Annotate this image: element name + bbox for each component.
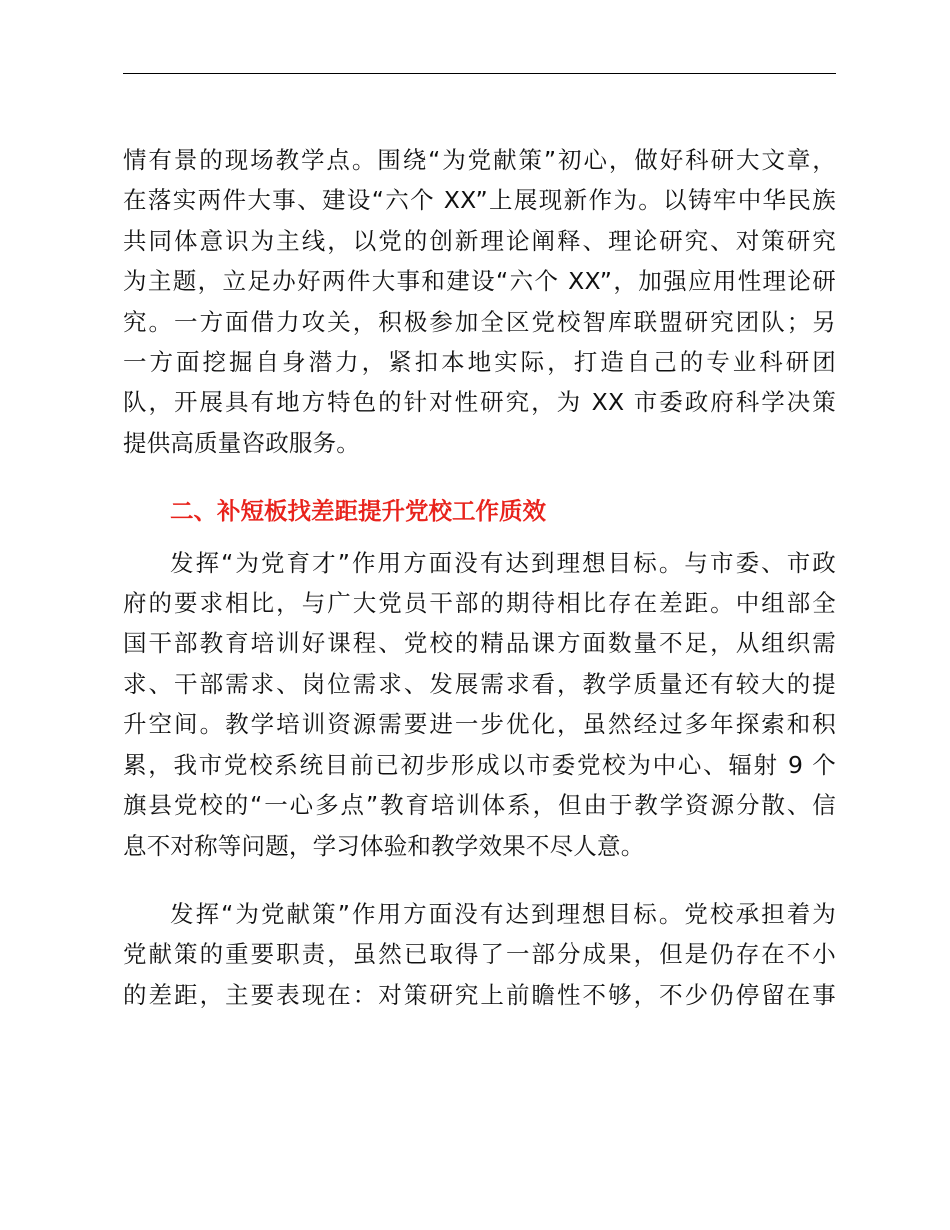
document-body (123, 140, 836, 1015)
paragraph-line: 共同体意识为主线，以党的创新理论阐释、理论研究、对策研究 (123, 226, 836, 255)
paragraph-line: 的差距，主要表现在：对策研究上前瞻性不够，不少仍停留在事 (123, 980, 836, 1009)
paragraph-line: 求、干部需求、岗位需求、发展需求看，教学质量还有较大的提 (123, 669, 836, 698)
paragraph-line: 为主题，立足办好两件大事和建设“六个 XX”，加强应用性理论研 (123, 267, 836, 296)
paragraph-line: 府的要求相比，与广大党员干部的期待相比存在差距。中组部全 (123, 589, 836, 618)
paragraph-2 (123, 543, 836, 866)
paragraph-3 (123, 894, 836, 1015)
paragraph-line: 旗县党校的“一心多点”教育培训体系，但由于教学资源分散、信 (123, 791, 836, 820)
paragraph-1 (123, 140, 836, 463)
paragraph-line: 发挥“为党育才”作用方面没有达到理想目标。与市委、市政 (170, 548, 836, 577)
paragraph-line: 党献策的重要职责，虽然已取得了一部分成果，但是仍存在不小 (123, 940, 836, 969)
paragraph-line: 发挥“为党献策”作用方面没有达到理想目标。党校承担着为 (170, 899, 836, 928)
paragraph-line: 累，我市党校系统目前已初步形成以市委党校为中心、辐射 9 个 (123, 750, 836, 779)
paragraph-line: 提供高质量咨政服务。 (123, 428, 360, 457)
paragraph-line: 在落实两件大事、建设“六个 XX”上展现新作为。以铸牢中华民族 (123, 186, 836, 215)
paragraph-line: 息不对称等问题，学习体验和教学效果不尽人意。 (123, 831, 645, 860)
section-heading: 二、补短板找差距提升党校工作质效 (170, 497, 546, 526)
paragraph-line: 究。一方面借力攻关，积极参加全区党校智库联盟研究团队；另 (123, 307, 836, 336)
paragraph-line: 国干部教育培训好课程、党校的精品课方面数量不足，从组织需 (123, 629, 836, 658)
paragraph-line: 一方面挖掘自身潜力，紧扣本地实际，打造自己的专业科研团 (123, 348, 836, 377)
paragraph-line: 队，开展具有地方特色的针对性研究，为 XX 市委政府科学决策 (123, 388, 836, 417)
paragraph-line: 情有景的现场教学点。围绕“为党献策”初心，做好科研大文章， (123, 146, 836, 174)
paragraph-line: 升空间。教学培训资源需要进一步优化，虽然经过多年探索和积 (123, 710, 836, 739)
header-rule (123, 73, 836, 74)
